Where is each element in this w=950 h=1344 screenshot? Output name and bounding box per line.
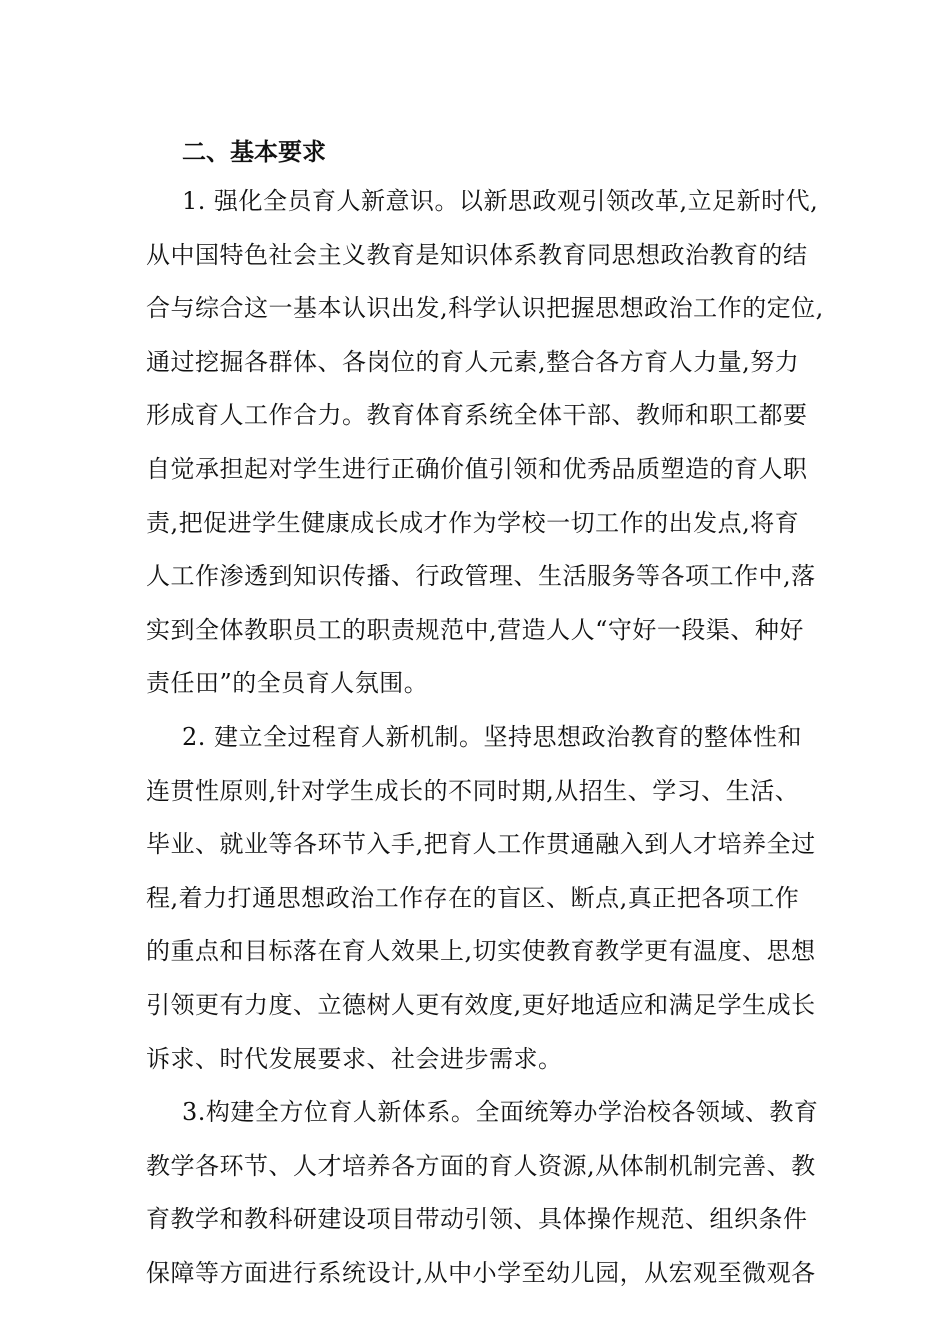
text-line: 3.构建全方位育人新体系。全面统筹办学治校各领域、教育 <box>182 1098 819 1127</box>
text-line: 引领更有力度、立德树人更有效度,更好地适应和满足学生成长 <box>146 990 816 1019</box>
body-text <box>146 181 846 1306</box>
text-line: 责任田”的全员育人氛围。 <box>146 669 429 698</box>
text-line: 毕业、就业等各环节入手,把育人工作贯通融入到人才培养全过 <box>146 830 816 859</box>
section-heading: 二、基本要求 <box>182 138 326 166</box>
text-line: 责,把促进学生健康成长成才作为学校一切工作的出发点,将育 <box>146 508 800 537</box>
text-line: 连贯性原则,针对学生成长的不同时期,从招生、学习、生活、 <box>146 776 800 805</box>
text-line: 实到全体教职员工的职责规范中,营造人人“守好一段渠、种好 <box>146 615 804 644</box>
text-line: 教学各环节、人才培养各方面的育人资源,从体制机制完善、教 <box>146 1151 816 1180</box>
text-line: 程,着力打通思想政治工作存在的盲区、断点,真正把各项工作 <box>146 883 800 912</box>
text-line: 形成育人工作合力。教育体育系统全体干部、教师和职工都要 <box>146 401 808 430</box>
text-line: 育教学和教科研建设项目带动引领、具体操作规范、组织条件 <box>146 1205 808 1234</box>
text-line: 2. 建立全过程育人新机制。坚持思想政治教育的整体性和 <box>182 722 803 751</box>
text-line: 从中国特色社会主义教育是知识体系教育同思想政治教育的结 <box>146 240 808 269</box>
text-line: 保障等方面进行系统设计,从中小学至幼儿园，从宏观至微观各 <box>146 1258 816 1287</box>
text-line: 诉求、时代发展要求、社会进步需求。 <box>146 1044 563 1073</box>
text-line: 自觉承担起对学生进行正确价值引领和优秀品质塑造的育人职 <box>146 454 808 483</box>
text-line: 1. 强化全员育人新意识。以新思政观引领改革,立足新时代, <box>182 187 819 215</box>
text-line: 通过挖掘各群体、各岗位的育人元素,整合各方育人力量,努力 <box>146 347 800 376</box>
text-line: 人工作渗透到知识传播、行政管理、生活服务等各项工作中,落 <box>146 562 816 591</box>
text-line: 的重点和目标落在育人效果上,切实使教育教学更有温度、思想 <box>146 937 816 966</box>
text-line: 合与综合这一基本认识出发,科学认识把握思想政治工作的定位, <box>146 294 824 323</box>
